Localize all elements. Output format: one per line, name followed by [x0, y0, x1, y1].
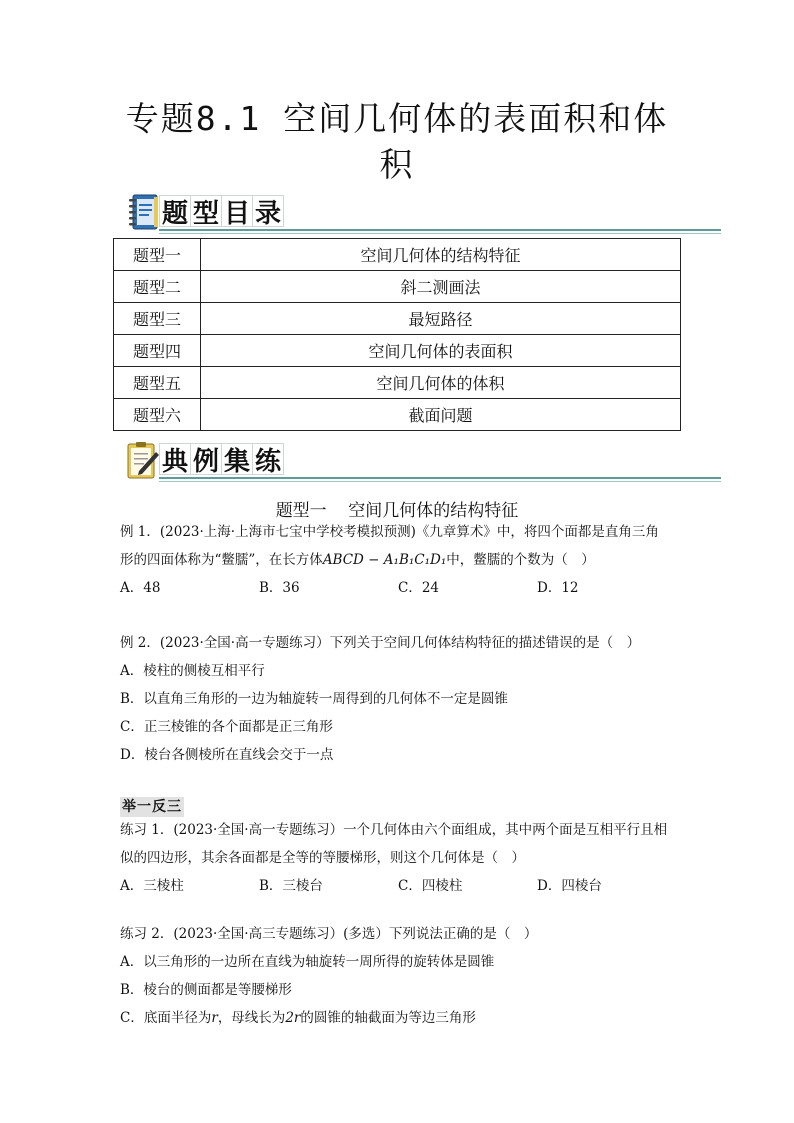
table-row: [114, 335, 681, 367]
math-variable: r: [211, 1010, 218, 1026]
title-line-2: 积: [379, 145, 415, 184]
example-1: [120, 518, 680, 602]
question-stem: 例 2．(2023·全国·高一专题练习）下列关于空间几何体结构特征的描述错误的是（ ）: [120, 635, 641, 651]
option-b[interactable]: B．36: [259, 580, 300, 596]
banner-char: 录: [252, 195, 284, 227]
toc-banner: [125, 192, 721, 234]
option-d[interactable]: D．棱台各侧棱所在直线会交于一点: [120, 747, 334, 763]
table-row: [114, 367, 681, 399]
question-stem-continued: 似的四边形，其余各面都是全等的等腰梯形，则这个几何体是（ ）: [120, 850, 525, 866]
practice-1: [120, 816, 680, 900]
practice-tag: 举一反三: [122, 799, 182, 815]
examples-banner-title: [159, 443, 284, 475]
toc-number: 题型六: [114, 399, 201, 431]
toc-topic[interactable]: 截面问题: [201, 399, 681, 431]
section-heading: 题型一 空间几何体的结构特征: [275, 501, 519, 521]
option-b[interactable]: B．以直角三角形的一边为轴旋转一周得到的几何体不一定是圆锥: [120, 691, 508, 707]
table-row: [114, 399, 681, 431]
banner-char: 题: [159, 195, 190, 227]
toc-number: 题型一: [114, 239, 201, 271]
examples-banner: [125, 440, 721, 482]
toc-number: 题型四: [114, 335, 201, 367]
option-b[interactable]: B．棱台的侧面都是等腰梯形: [120, 982, 292, 998]
toc-table: [113, 238, 681, 431]
option-c[interactable]: [120, 1004, 680, 1032]
table-row: [114, 303, 681, 335]
toc-number: 题型五: [114, 367, 201, 399]
toc-number: 题型二: [114, 271, 201, 303]
toc-topic[interactable]: 空间几何体的体积: [201, 367, 681, 399]
banner-char: 练: [252, 443, 284, 475]
option-text: 的圆锥的轴截面为等边三角形: [300, 1010, 476, 1026]
option-text: ，母线长为: [217, 1010, 286, 1026]
question-stem-continued: [120, 546, 680, 574]
question-stem: 练习 1．(2023·全国·高一专题练习）一个几何体由六个面组成，其中两个面是互相平行且相: [120, 822, 668, 838]
clipboard-pen-icon: [125, 440, 161, 480]
toc-topic[interactable]: 空间几何体的表面积: [201, 335, 681, 367]
toc-topic[interactable]: 最短路径: [201, 303, 681, 335]
option-a[interactable]: A．48: [120, 580, 161, 596]
banner-rule: [159, 477, 721, 479]
option-b[interactable]: B．三棱台: [259, 878, 323, 894]
banner-char: 目: [221, 195, 252, 227]
example-2: [120, 629, 680, 769]
question-stem: 例 1．(2023·上海·上海市七宝中学校考模拟预测)《九章算术》中，将四个面都是直角三角: [120, 524, 659, 540]
question-stem: 练习 2．(2023·全国·高三专题练习）(多选）下列说法正确的是（ ）: [120, 926, 538, 942]
toc-topic[interactable]: 空间几何体的结构特征: [201, 239, 681, 271]
toc-number: 题型三: [114, 303, 201, 335]
table-row: [114, 239, 681, 271]
math-expression: ABCD − A₁B₁C₁D₁: [322, 552, 447, 568]
toc-banner-title: [159, 195, 284, 227]
option-a[interactable]: A．三棱柱: [120, 878, 184, 894]
option-text: C．底面半径为: [120, 1010, 212, 1026]
banner-char: 典: [159, 443, 190, 475]
practice-2: [120, 920, 680, 1032]
answer-options: [120, 872, 680, 900]
option-c[interactable]: C．四棱柱: [398, 878, 463, 894]
stem-text: 形的四面体称为“鳖臑”，在长方体: [120, 552, 323, 568]
banner-rule: [159, 229, 721, 231]
stem-text: 中，鳖臑的个数为（ ）: [446, 552, 595, 568]
banner-char: 集: [221, 443, 252, 475]
banner-char: 型: [190, 195, 221, 227]
page-title: [100, 96, 694, 188]
option-a[interactable]: A．棱柱的侧棱互相平行: [120, 663, 265, 679]
table-row: [114, 271, 681, 303]
banner-rule-thin: [159, 233, 721, 234]
banner-char: 例: [190, 443, 221, 475]
toc-topic[interactable]: 斜二测画法: [201, 271, 681, 303]
answer-options: [120, 574, 680, 602]
title-line-1: 专题8.1 空间几何体的表面积和体: [125, 99, 669, 138]
notebook-icon: [125, 192, 161, 232]
option-c[interactable]: C．正三棱锥的各个面都是正三角形: [120, 719, 333, 735]
option-d[interactable]: D．四棱台: [537, 878, 602, 894]
option-a[interactable]: A．以三角形的一边所在直线为轴旋转一周所得的旋转体是圆锥: [120, 954, 495, 970]
math-variable: 2r: [285, 1010, 301, 1026]
banner-rule-thin: [159, 481, 721, 482]
option-c[interactable]: C．24: [398, 580, 440, 596]
option-d[interactable]: D．12: [537, 580, 579, 596]
